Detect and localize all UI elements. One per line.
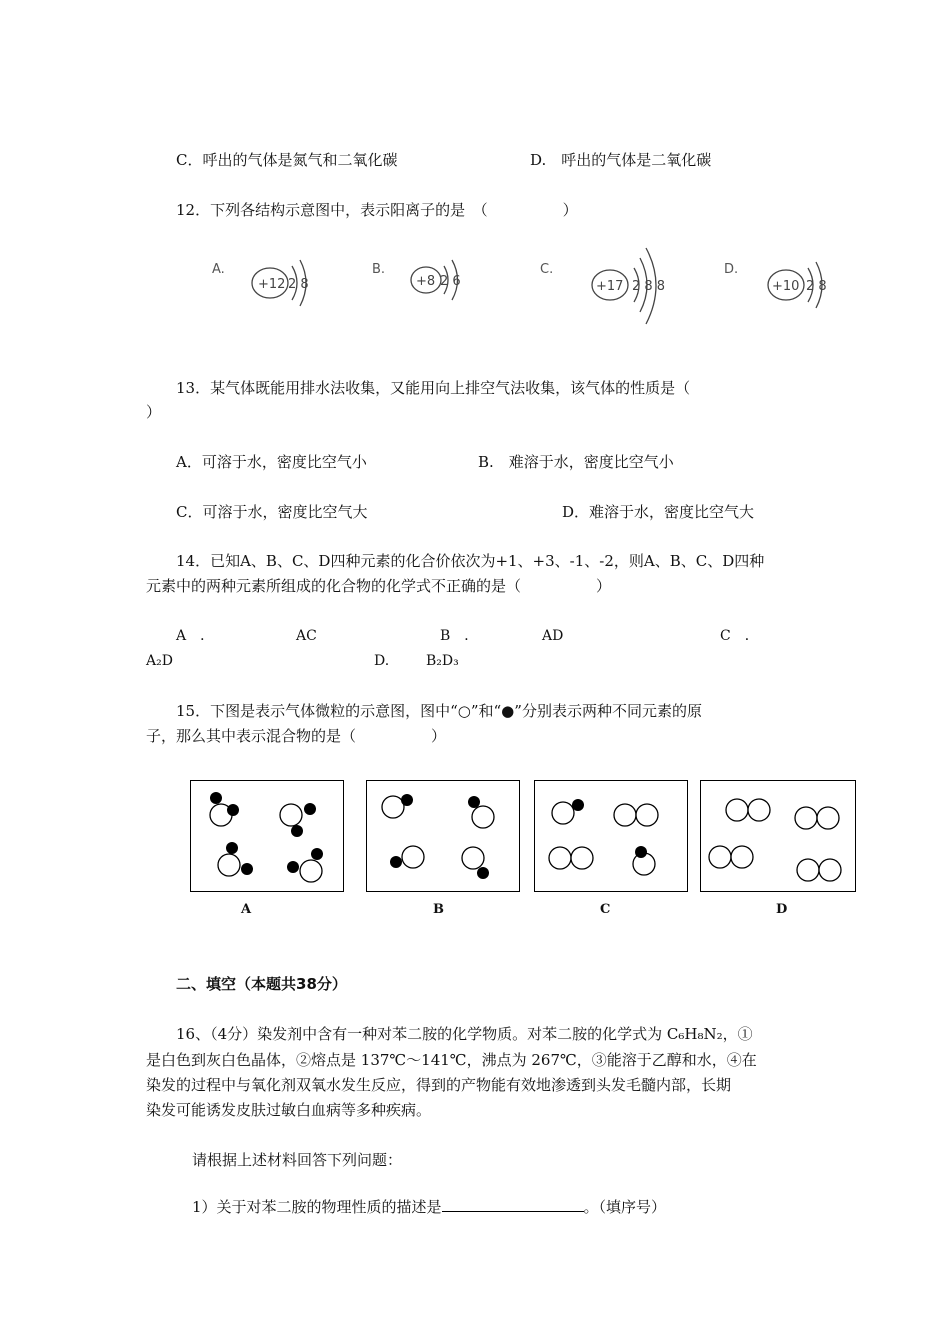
section-2-title: 二、填空（本题共38分）	[176, 975, 347, 993]
q16-line2: 是白色到灰白色晶体，②熔点是 137℃～141℃，沸点为 267℃，③能溶于乙醇和水，④在	[146, 1051, 757, 1069]
atom-a-shells: 2 8	[288, 277, 309, 292]
q12-stem: 12．下列各结构示意图中，表示阳离子的是 （ ）	[176, 201, 578, 219]
q14-option-d-value: B₂D₃	[426, 653, 459, 669]
atom-a-label: A.	[212, 262, 225, 277]
q15-stem-line1: 15．下图是表示气体微粒的示意图，图中“○”和“●”分别表示两种不同元素的原	[176, 702, 702, 720]
particle-box-d-label: D	[776, 902, 788, 917]
q13-option-c: C．可溶于水，密度比空气大	[176, 503, 368, 521]
q14-option-a-value: AC	[296, 628, 317, 644]
particle-box-c-label: C	[600, 902, 611, 917]
atom-d-label: D.	[724, 262, 739, 277]
q16-sub1-suffix: 。（填序号）	[583, 1198, 667, 1216]
q16-sub1-answer-blank[interactable]	[442, 1197, 584, 1212]
q14-option-b-label: B ．	[440, 628, 479, 644]
atom-b-label: B.	[372, 262, 386, 277]
q14-option-a-label: A ．	[176, 628, 215, 644]
atom-a-nucleus: +12	[258, 277, 286, 292]
atom-b-diagram	[408, 252, 478, 312]
atom-c-diagram	[590, 240, 680, 335]
q14-option-c-value: A₂D	[146, 653, 173, 669]
atom-c-nucleus: +17	[596, 279, 624, 294]
particle-box-d	[700, 780, 856, 892]
q14-option-c-label: C ．	[720, 628, 759, 644]
q13-option-a: A．可溶于水，密度比空气小	[176, 453, 367, 471]
q11-option-c: C．呼出的气体是氮气和二氧化碳	[176, 151, 398, 169]
q14-option-d-label: D.	[374, 653, 390, 669]
q14-option-b-value: AD	[542, 628, 564, 644]
atom-d-shells: 2 8	[806, 279, 827, 294]
particle-box-b-label: B	[433, 902, 444, 917]
atom-c-shells: 2 8 8	[632, 279, 666, 294]
q13-option-d: D．难溶于水，密度比空气大	[562, 503, 755, 521]
q11-option-d: D. 呼出的气体是二氧化碳	[530, 151, 712, 169]
particle-box-a-label: A	[241, 902, 252, 917]
q13-stem-line1: 13．某气体既能用排水法收集，又能用向上排空气法收集，该气体的性质是（	[176, 379, 691, 397]
particle-box-b	[366, 780, 520, 892]
q14-stem-line2: 元素中的两种元素所组成的化合物的化学式不正确的是（ ）	[146, 577, 612, 595]
particle-box-a	[190, 780, 344, 892]
atom-d-diagram	[766, 250, 846, 320]
atom-b-shells: 2 6	[440, 274, 461, 289]
q16-sub1	[192, 1197, 666, 1217]
q16-line4: 染发可能诱发皮肤过敏白血病等多种疾病。	[146, 1101, 432, 1119]
q13-option-b: B. 难溶于水，密度比空气小	[478, 453, 674, 471]
atom-b-nucleus: +8	[416, 274, 436, 289]
q16-line3: 染发的过程中与氧化剂双氧水发生反应，得到的产物能有效地渗透到头发毛髓内部，长期	[146, 1076, 732, 1094]
particle-box-c	[534, 780, 688, 892]
q16-line1: 16、（4分）染发剂中含有一种对苯二胺的化学物质。对苯二胺的化学式为 C₆H₈N₂，①	[176, 1025, 753, 1043]
q15-stem-line2: 子，那么其中表示混合物的是（ ）	[146, 727, 447, 745]
q16-prompt: 请根据上述材料回答下列问题：	[192, 1151, 403, 1169]
q16-sub1-prefix: 1）关于对苯二胺的物理性质的描述是	[192, 1198, 442, 1216]
atom-c-label: C.	[540, 262, 554, 277]
atom-d-nucleus: +10	[772, 279, 800, 294]
q14-stem-line1: 14．已知A、B、C、D四种元素的化合价依次为+1、+3、-1、-2，则A、B、C、D四种	[176, 552, 765, 570]
q13-stem-line2: ）	[146, 403, 162, 421]
atom-a-diagram	[250, 248, 330, 318]
